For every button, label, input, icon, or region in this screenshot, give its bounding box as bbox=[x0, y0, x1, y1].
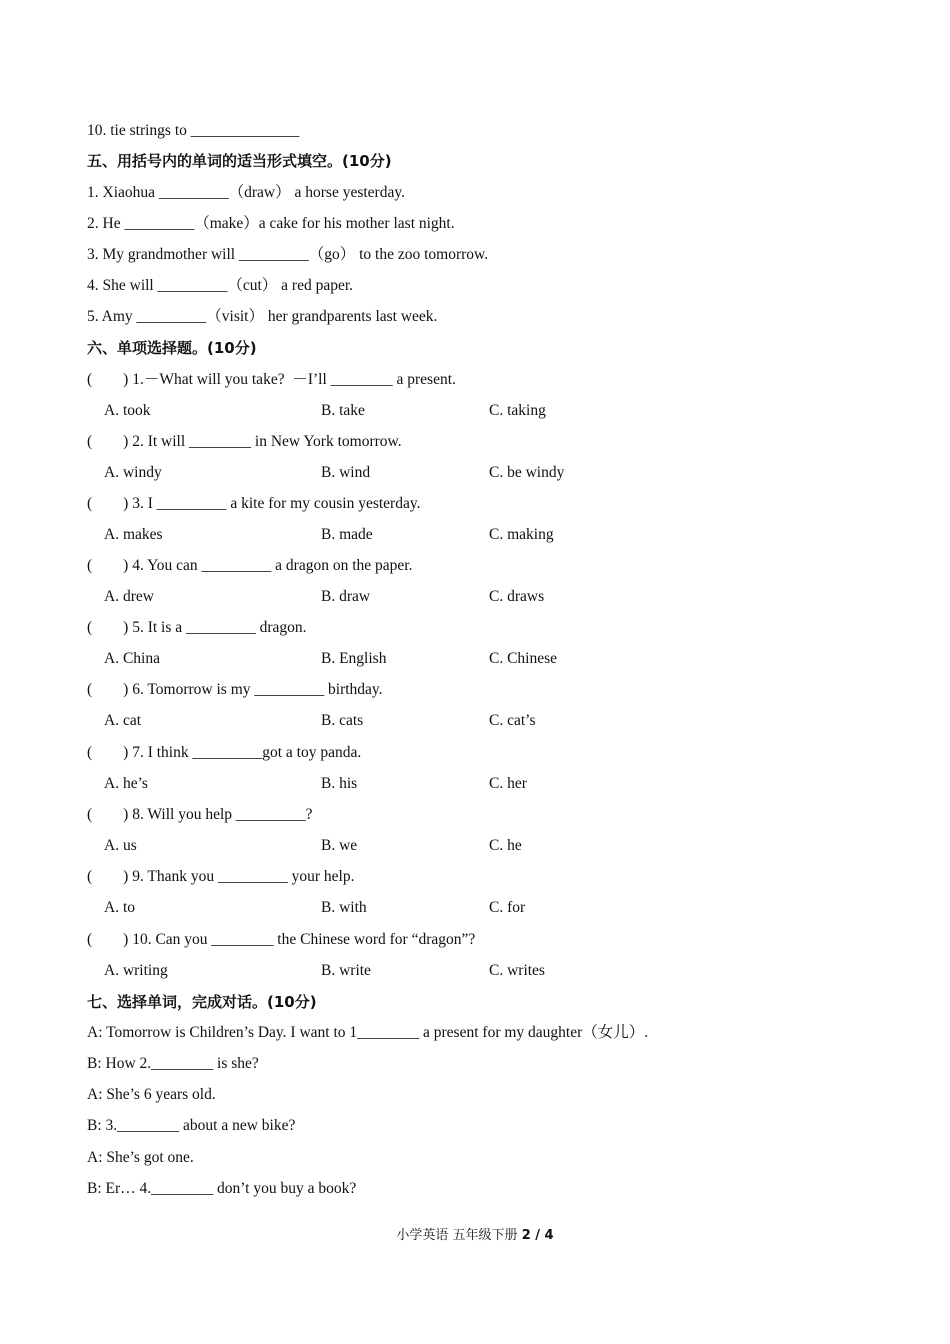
mc-option-c: C. cat’s bbox=[489, 712, 536, 729]
mc-question: ( ) 4. You can _________ a dragon on the paper. bbox=[87, 557, 413, 574]
mc-question: ( ) 10. Can you ________ the Chinese word for “dragon”? bbox=[87, 931, 476, 948]
dialogue-line: A: She’s 6 years old. bbox=[87, 1086, 216, 1103]
dialogue-line: B: Er… 4.________ don’t you buy a book? bbox=[87, 1180, 357, 1197]
mc-option-b: B. with bbox=[321, 899, 367, 916]
mc-question: ( ) 6. Tomorrow is my _________ birthday. bbox=[87, 681, 383, 698]
mc-option-c: C. be windy bbox=[489, 464, 565, 481]
dialogue-line: A: She’s got one. bbox=[87, 1149, 194, 1166]
mc-option-c: C. taking bbox=[489, 402, 546, 419]
mc-question: ( ) 8. Will you help _________? bbox=[87, 806, 313, 823]
mc-option-a: A. took bbox=[104, 402, 151, 419]
mc-option-a: A. makes bbox=[104, 526, 163, 543]
mc-option-b: B. we bbox=[321, 837, 358, 854]
mc-option-a: A. China bbox=[104, 650, 160, 667]
mc-option-b: B. take bbox=[321, 402, 365, 419]
dialogue-line: B: How 2.________ is she? bbox=[87, 1055, 259, 1072]
section-6-heading: 六、单项选择题。(10分) bbox=[87, 339, 257, 357]
mc-option-c: C. making bbox=[489, 526, 554, 543]
section-5-item: 3. My grandmother will _________（go） to the zoo tomorrow. bbox=[87, 246, 489, 263]
dialogue-line: B: 3.________ about a new bike? bbox=[87, 1117, 296, 1134]
mc-option-c: C. writes bbox=[489, 962, 545, 979]
section-5-item: 2. He _________（make）a cake for his mother last night. bbox=[87, 215, 455, 232]
mc-option-b: B. English bbox=[321, 650, 387, 667]
section-5-item: 1. Xiaohua _________（draw） a horse yesterday. bbox=[87, 184, 405, 201]
mc-option-a: A. he’s bbox=[104, 775, 148, 792]
section-5-item: 4. She will _________（cut） a red paper. bbox=[87, 277, 354, 294]
section-7-heading: 七、选择单词，完成对话。(10分) bbox=[87, 993, 317, 1011]
mc-option-a: A. cat bbox=[104, 712, 142, 729]
mc-question: ( ) 7. I think _________got a toy panda. bbox=[87, 744, 362, 761]
mc-option-a: A. windy bbox=[104, 464, 162, 481]
mc-option-b: B. write bbox=[321, 962, 371, 979]
fill-item-10: 10. tie strings to ______________ bbox=[87, 122, 300, 139]
mc-question: ( ) 3. I _________ a kite for my cousin yesterday. bbox=[87, 495, 421, 512]
mc-question: ( ) 5. It is a _________ dragon. bbox=[87, 619, 307, 636]
mc-question: ( ) 1.－What will you take? －I’ll ________ a present. bbox=[87, 371, 456, 388]
mc-question: ( ) 9. Thank you _________ your help. bbox=[87, 868, 355, 885]
mc-question: ( ) 2. It will ________ in New York tomorrow. bbox=[87, 433, 402, 450]
page-footer bbox=[0, 1224, 950, 1243]
mc-option-a: A. us bbox=[104, 837, 137, 854]
mc-option-a: A. writing bbox=[104, 962, 168, 979]
mc-option-c: C. Chinese bbox=[489, 650, 558, 667]
mc-option-a: A. to bbox=[104, 899, 135, 916]
dialogue-line: A: Tomorrow is Children’s Day. I want to 1________ a present for my daughter（女儿）. bbox=[87, 1024, 649, 1041]
mc-option-b: B. his bbox=[321, 775, 358, 792]
mc-option-b: B. wind bbox=[321, 464, 371, 481]
mc-option-c: C. he bbox=[489, 837, 522, 854]
mc-option-b: B. made bbox=[321, 526, 373, 543]
mc-option-b: B. cats bbox=[321, 712, 364, 729]
mc-option-c: C. her bbox=[489, 775, 527, 792]
mc-option-c: C. for bbox=[489, 899, 526, 916]
mc-option-a: A. drew bbox=[104, 588, 154, 605]
footer-subject: 小学英语 五年级下册 bbox=[396, 1228, 518, 1243]
section-5-item: 5. Amy _________（visit） her grandparents last week. bbox=[87, 308, 438, 325]
mc-option-c: C. draws bbox=[489, 588, 545, 605]
page-number: 2 / 4 bbox=[521, 1228, 554, 1243]
mc-option-b: B. draw bbox=[321, 588, 371, 605]
section-5-heading: 五、用括号内的单词的适当形式填空。(10分) bbox=[87, 152, 392, 170]
